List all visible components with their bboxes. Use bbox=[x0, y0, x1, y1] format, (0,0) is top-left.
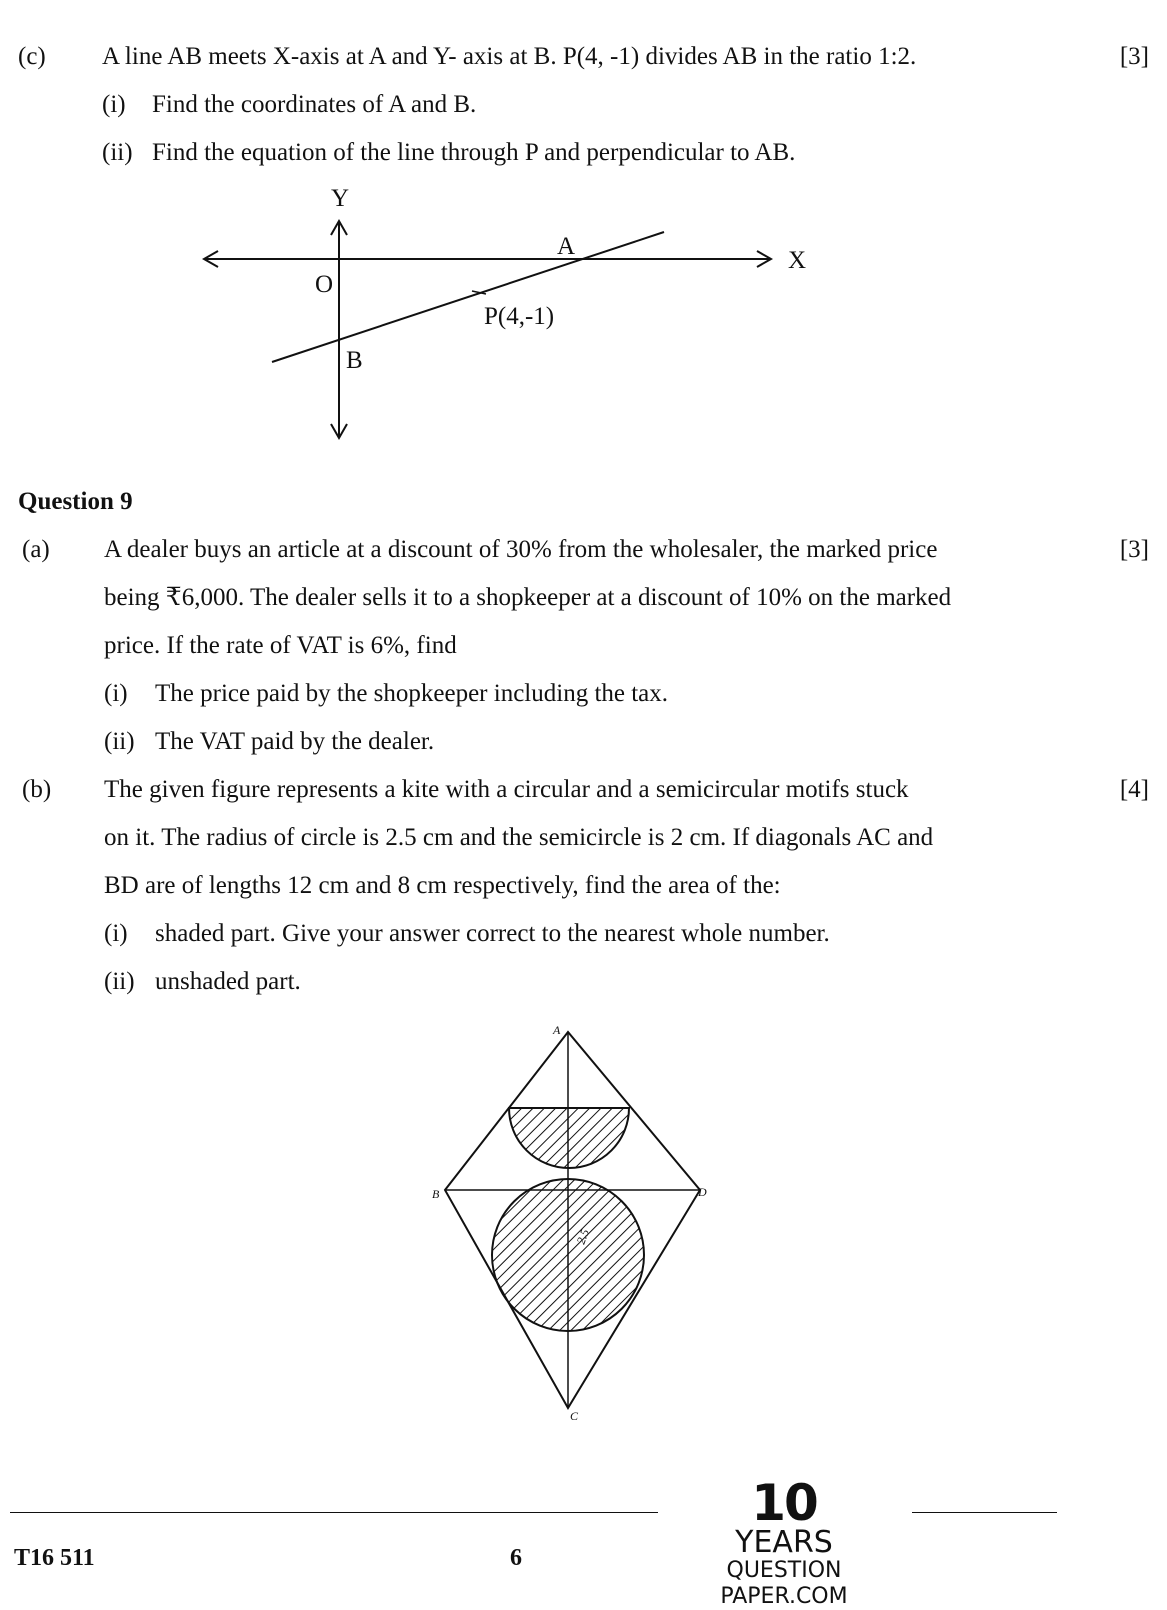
kite-figure bbox=[432, 1023, 707, 1423]
kite-label-c: C bbox=[570, 1409, 579, 1423]
q8c-part-ii-label: (ii) bbox=[102, 139, 133, 166]
q9a-part-ii-label: (ii) bbox=[104, 728, 135, 755]
q8c-part-i-text: Find the coordinates of A and B. bbox=[152, 91, 477, 118]
q9b-part-i-label: (i) bbox=[104, 920, 128, 947]
page-number: 6 bbox=[510, 1545, 522, 1571]
logo-years: YEARS bbox=[735, 1525, 833, 1560]
q9b-part-ii-label: (ii) bbox=[104, 968, 135, 995]
q9a-line-1: A dealer buys an article at a discount of 30% from the wholesaler, the marked price bbox=[104, 536, 938, 563]
radius-label: 2.5 bbox=[573, 1227, 592, 1247]
origin-label: O bbox=[315, 271, 334, 298]
q9a-line-3: price. If the rate of VAT is 6%, find bbox=[104, 632, 457, 659]
point-p-label: P(4,-1) bbox=[484, 303, 555, 330]
q9a-marks: [3] bbox=[1119, 536, 1149, 563]
footer-rule-right bbox=[912, 1512, 1057, 1513]
q8c-part-i-label: (i) bbox=[102, 91, 126, 118]
q9a-part-i-label: (i) bbox=[104, 680, 128, 707]
q9a-line-2: being ₹6,000. The dealer sells it to a shopkeeper at a discount of 10% on the marked bbox=[104, 584, 952, 611]
q9b-line-2: on it. The radius of circle is 2.5 cm and the semicircle is 2 cm. If diagonals AC and bbox=[104, 824, 934, 851]
paper-code: T16 511 bbox=[14, 1545, 95, 1571]
footer-rule-left bbox=[10, 1512, 658, 1513]
q9a-label: (a) bbox=[22, 536, 50, 563]
watermark-logo bbox=[664, 1474, 904, 1610]
q9b-part-ii-text: unshaded part. bbox=[155, 968, 301, 995]
q9a-part-i-text: The price paid by the shopkeeper including the tax. bbox=[155, 680, 669, 707]
q8c-part-ii-text: Find the equation of the line through P and perpendicular to AB. bbox=[152, 139, 796, 166]
kite-label-a: A bbox=[553, 1023, 561, 1037]
q9b-line-1: The given figure represents a kite with a circular and a semicircular motifs stuck bbox=[104, 776, 909, 803]
kite-label-d: D bbox=[698, 1185, 707, 1199]
q9b-part-i-text: shaded part. Give your answer correct to the nearest whole number. bbox=[155, 920, 830, 947]
circle-shaded bbox=[492, 1179, 644, 1331]
logo-number: 10 bbox=[751, 1474, 817, 1532]
question-9-heading: Question 9 bbox=[18, 488, 133, 515]
semicircle-shaded bbox=[509, 1108, 629, 1168]
point-b-label: B bbox=[346, 347, 363, 374]
q9a-part-ii-text: The VAT paid by the dealer. bbox=[155, 728, 435, 755]
q8c-marks: [3] bbox=[1119, 43, 1149, 70]
q9b-line-3: BD are of lengths 12 cm and 8 cm respectively, find the area of the: bbox=[104, 872, 781, 899]
y-axis-label: Y bbox=[331, 185, 350, 212]
q9b-label: (b) bbox=[22, 776, 52, 803]
logo-site: QUESTION PAPER.COM bbox=[720, 1558, 848, 1609]
q8c-label: (c) bbox=[18, 43, 46, 70]
x-axis-label: X bbox=[788, 247, 807, 274]
q8c-text: A line AB meets X-axis at A and Y- axis at B. P(4, -1) divides AB in the ratio 1:2. bbox=[102, 43, 917, 70]
q9b-marks: [4] bbox=[1119, 776, 1149, 803]
kite-label-b: B bbox=[432, 1187, 440, 1201]
point-a-label: A bbox=[557, 233, 576, 260]
